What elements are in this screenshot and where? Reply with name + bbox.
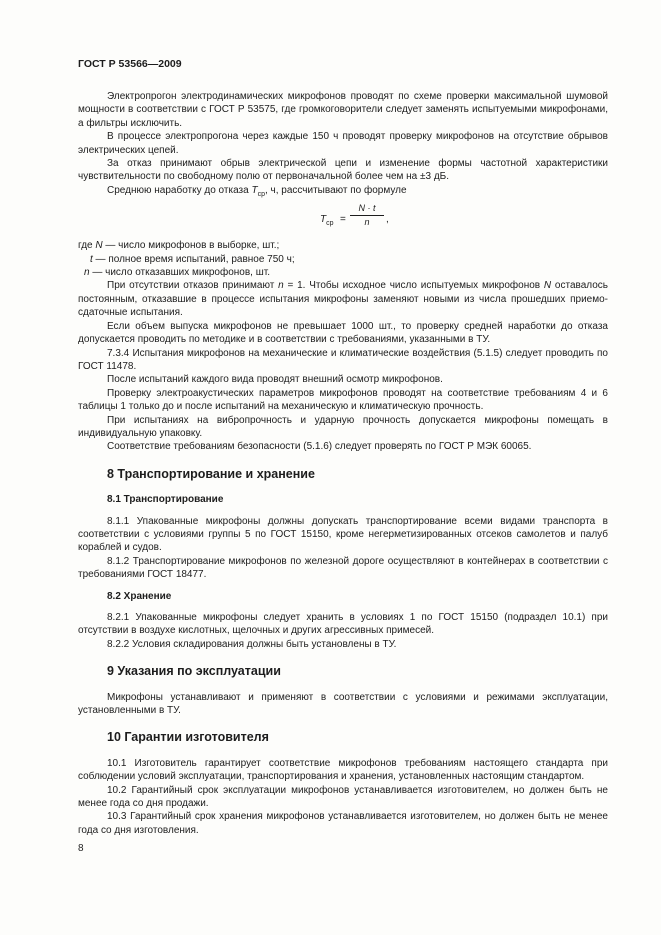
paragraph: 10.1 Изготовитель гарантирует соответствие микрофонов требованиям настоящего стандарта при соблюдении условий эксплуатации, транспортирования и хранения, установленных настоящим стандартом.	[78, 757, 608, 783]
paragraph: 10.2 Гарантийный срок эксплуатации микрофонов устанавливается изготовителем, но должен быть не менее года со дня продажи.	[78, 784, 608, 810]
text-run: — полное время испытаний, равное 750 ч;	[92, 253, 295, 265]
formula-numerator: N · t	[358, 203, 376, 214]
paragraph: В процессе электропрогона через каждые 150 ч проводят проверку микрофонов на отсутствие обрывов электрических цепей.	[78, 131, 608, 156]
text-run: Среднюю наработку до отказа	[107, 184, 252, 196]
formula-variable: T	[320, 214, 327, 226]
section-heading-9: 9 Указания по эксплуатации	[107, 664, 281, 679]
variable: N	[95, 240, 103, 252]
formula-comma: ,	[386, 214, 389, 226]
paragraph	[78, 184, 608, 201]
subsection-heading-8-1: 8.1 Транспортирование	[107, 494, 224, 506]
formula-subscript: ср	[326, 220, 334, 228]
subsection-heading-8-2: 8.2 Хранение	[107, 590, 172, 602]
document-header: ГОСТ Р 53566—2009	[78, 58, 182, 70]
variable: t	[90, 253, 93, 265]
paragraph: За отказ принимают обрыв электрической цепи и изменение формы частотной характеристики чувствительности по свободному полю от первоначальной более чем на ±3 дБ.	[78, 158, 608, 183]
where-line	[78, 253, 608, 266]
formula-lhs	[320, 213, 334, 230]
paragraph: Соответствие требованиям безопасности (5.1.6) следует проверять по ГОСТ Р МЭК 60065.	[107, 441, 532, 453]
text-run: При отсутствии отказов принимают	[107, 280, 279, 292]
paragraph: 8.1.1 Упакованные микрофоны должны допускать транспортирование всеми видами транспорта в соответствии с условиями группы 5 по ГОСТ 15150, кроме негерметизированных отсеков самолетов и палуб кораблей и судов.	[78, 515, 608, 554]
where-line	[78, 266, 608, 279]
paragraph: 10.3 Гарантийный срок хранения микрофонов устанавливается изготовителем, но должен быть не менее года со дня изготовления.	[78, 811, 608, 836]
variable: T	[251, 184, 258, 196]
variable: n	[84, 267, 90, 279]
variable: N	[543, 280, 552, 292]
paragraph: Проверку электроакустических параметров микрофонов проводят на соответствие требованиям 4 и 6 таблицы 1 только до и после испытаний на механическую и климатическую прочность.	[78, 387, 608, 413]
section-heading-10: 10 Гарантии изготовителя	[107, 730, 269, 745]
paragraph: 8.2.1 Упакованные микрофоны следует хранить в условиях 1 по ГОСТ 15150 (подраздел 10.1) при отсутствии в воздухе кислотных, щелочных и других агрессивных примесей.	[78, 612, 608, 637]
text-run: оставалось постоянным, отказавшие в процессе испытания микрофоны заменяют новыми из числа прошедших приемо-сдаточные испытания.	[78, 280, 608, 319]
paragraph: 8.2.2 Условия складирования должны быть установлены в ТУ.	[107, 638, 397, 650]
paragraph	[78, 279, 608, 319]
paragraph: 8.1.2 Транспортирование микрофонов по железной дороге осуществляют в контейнерах в соответствии с требованиями ГОСТ 18477.	[78, 555, 608, 581]
formula-equals: =	[340, 214, 346, 226]
text-run: = 1. Чтобы исходное число испытуемых микрофонов	[283, 280, 544, 292]
paragraph: Микрофоны устанавливают и применяют в соответствии с условиями и режимами эксплуатации, установленными в ТУ.	[78, 691, 608, 717]
formula-denominator: n	[364, 217, 370, 228]
text-run: — число микрофонов в выборке, шт.;	[102, 240, 280, 252]
variable: n	[278, 280, 284, 292]
text-run: — число отказавших микрофонов, шт.	[89, 267, 270, 279]
paragraph: Электропрогон электродинамических микрофонов проводят по схеме проверки максимальной шумовой мощности в соответствии с ГОСТ Р 53575, где громкоговорители следует заменять испытуемыми микрофонами, а фильтры исключить.	[78, 91, 608, 129]
formula-fraction	[350, 203, 384, 228]
where-line	[78, 239, 608, 252]
paragraph: При испытаниях на вибропрочность и ударную прочность допускается микрофоны помещать в индивидуальную упаковку.	[78, 414, 608, 439]
section-heading-8: 8 Транспортирование и хранение	[107, 466, 315, 481]
text-run: , ч, рассчитывают по формуле	[264, 184, 407, 196]
paragraph: Если объем выпуска микрофонов не превышает 1000 шт., то проверку средней наработки до отказа допускается проводить по методике и в соответствии с требованиями, указанными в ТУ.	[78, 320, 608, 346]
document-body	[78, 90, 608, 837]
paragraph: После испытаний каждого вида проводят внешний осмотр микрофонов.	[107, 374, 443, 386]
paragraph: 7.3.4 Испытания микрофонов на механические и климатические воздействия (5.1.5) следует проводить по ГОСТ 11478.	[78, 347, 608, 372]
subscript: ср	[257, 190, 265, 198]
fraction-bar	[350, 215, 384, 216]
page-number: 8	[78, 843, 84, 854]
formula	[78, 203, 608, 233]
text-run: где	[78, 240, 96, 252]
